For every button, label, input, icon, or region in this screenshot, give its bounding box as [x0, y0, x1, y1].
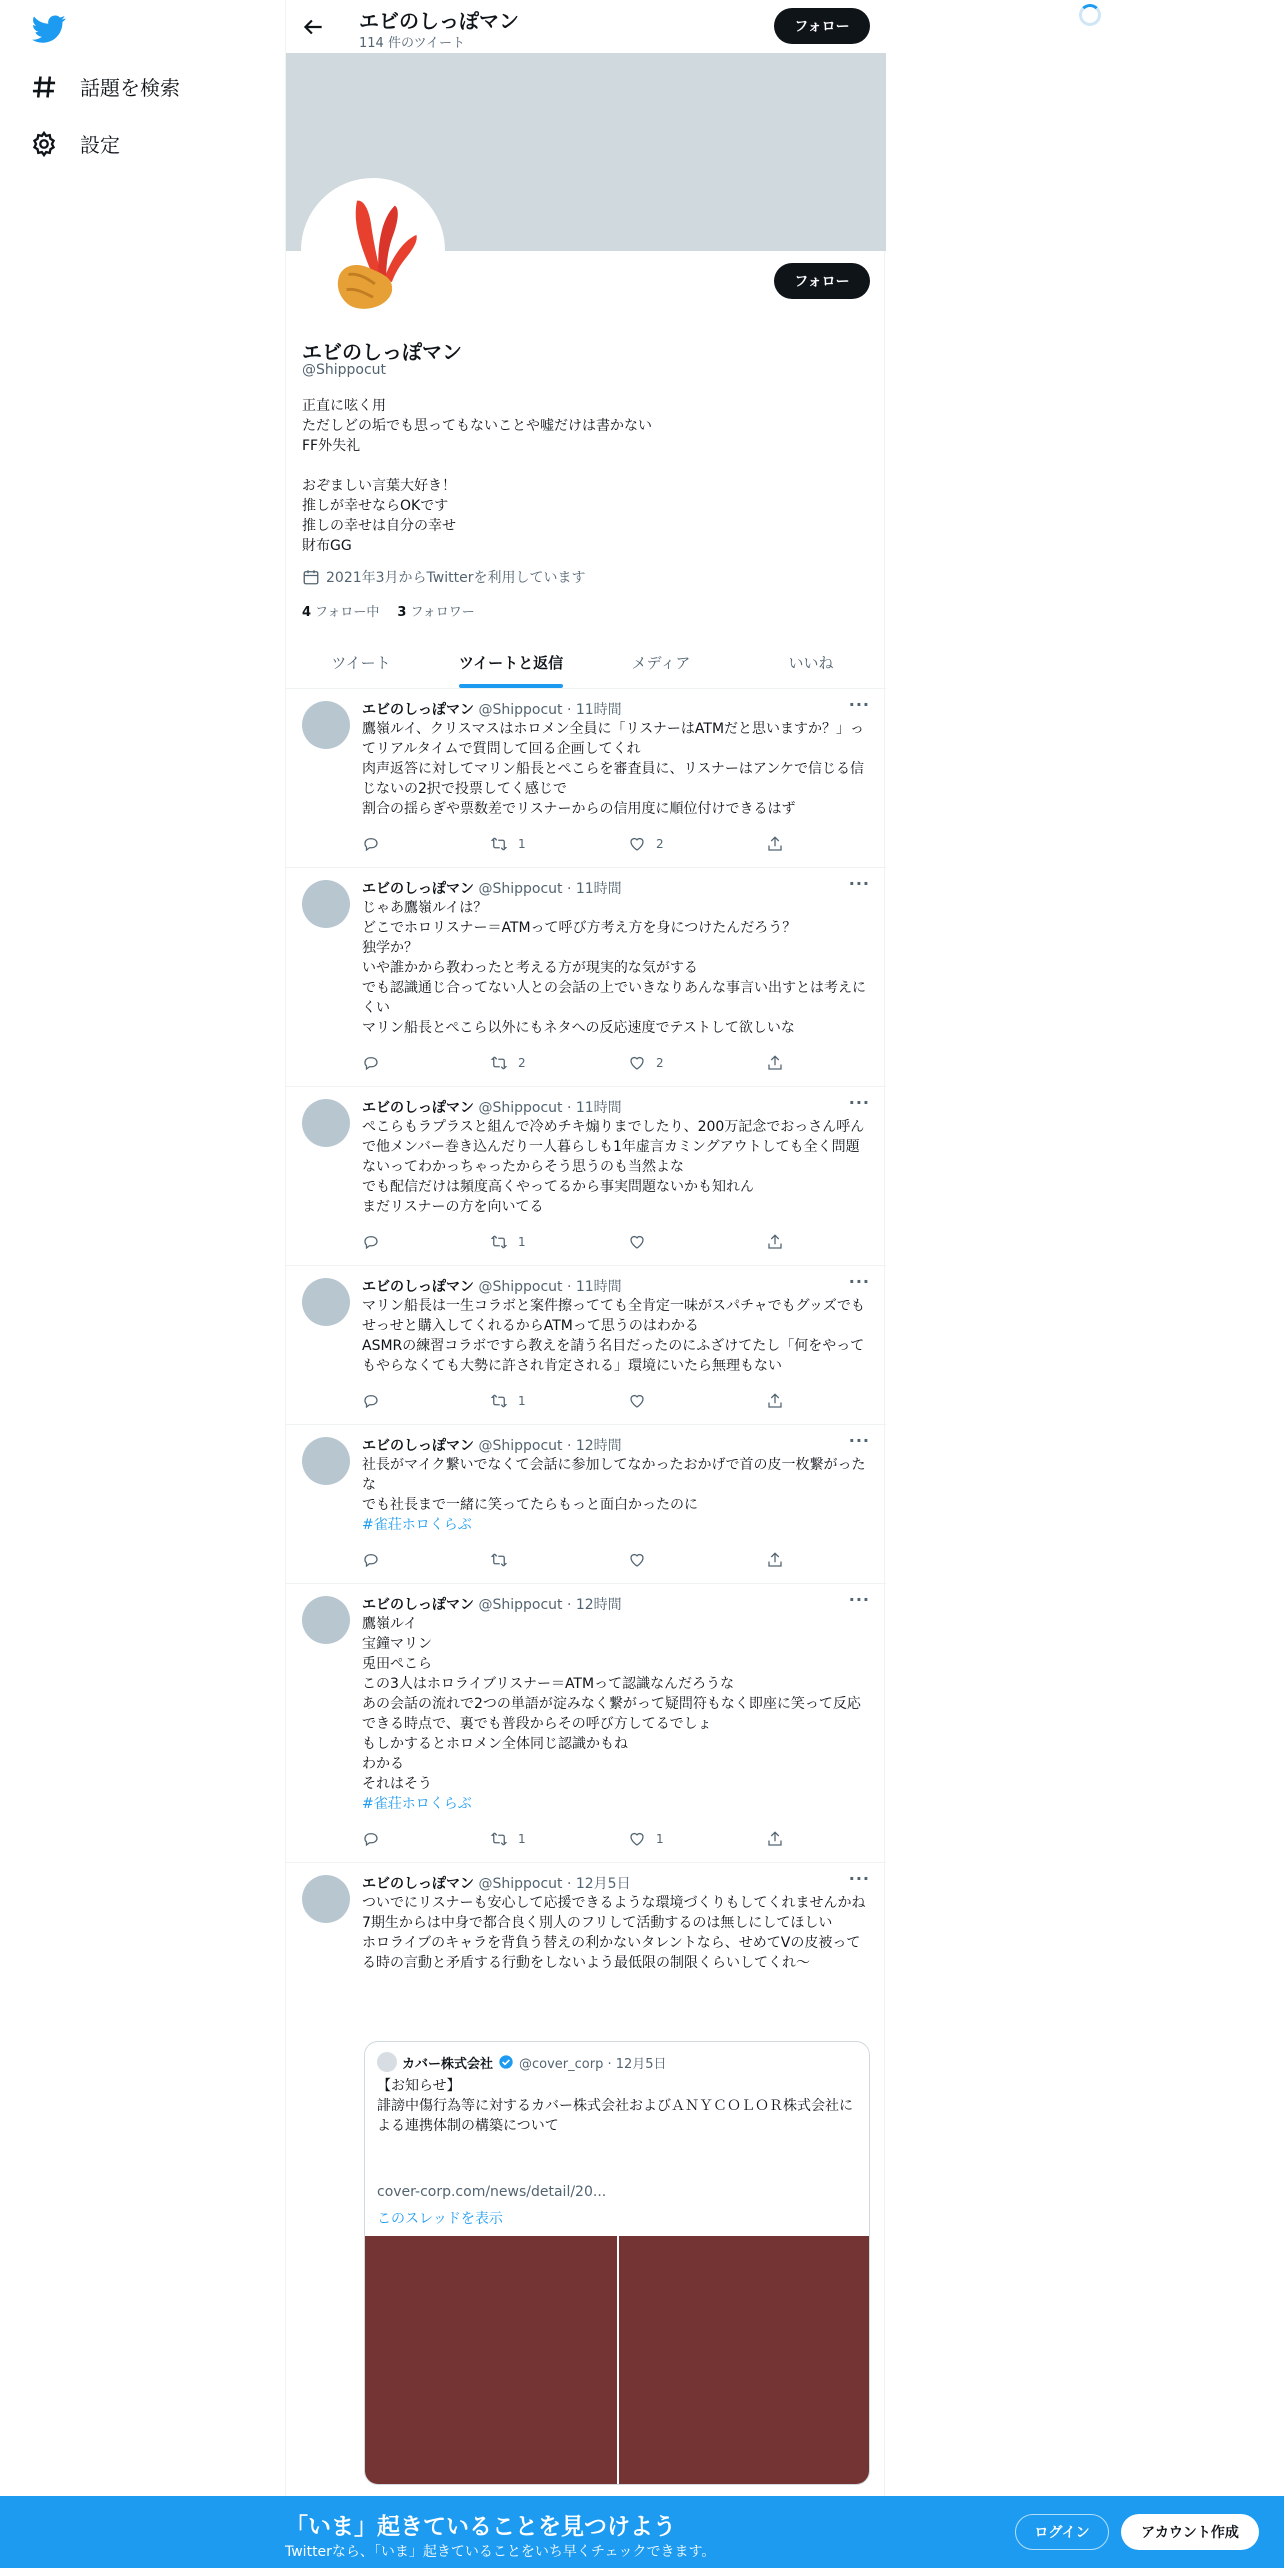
hashtag-link[interactable]: #雀荘ホロくらぶ	[362, 1796, 472, 1812]
followers-link[interactable]	[397, 601, 474, 620]
followers-label: フォロワー	[410, 605, 475, 620]
profile-joined	[302, 567, 585, 587]
tweet-text: マリン船長は一生コラボと案件擦ってても全肯定一味がスパチャでもグッズでもせっせと購入してくれるからATMって思うのはわかる ASMRの練習コラボですら教えを請う名目だったのにふざけてたし「何をやってもやらなくても大勢に許され肯定される」環境にいたら無理もない	[362, 1298, 865, 1374]
heart-icon	[628, 1830, 646, 1848]
tweet-meta: @Shippocut · 12時間	[478, 1597, 622, 1613]
share-button[interactable]	[766, 1392, 784, 1410]
tweet-avatar[interactable]	[302, 1278, 350, 1326]
retweet-button[interactable]	[490, 1551, 518, 1569]
like-count: 1	[656, 1832, 664, 1846]
nav-explore-label: 話題を検索	[80, 76, 180, 100]
shrimp-tail-avatar-image	[305, 182, 441, 318]
back-arrow-icon[interactable]	[300, 14, 326, 40]
signup-banner-title: 「いま」起きていることを見つけよう	[285, 2514, 676, 2540]
tweet-text-content: 社長がマイク繋いでなくて会話に参加してなかったおかげで首の皮一枚繋がったな でも社長まで一緒に笑ってたらもっと面白かったのに	[362, 1457, 866, 1513]
more-options-icon[interactable]: ···	[848, 1431, 870, 1450]
tweet-header	[362, 1435, 622, 1455]
tweet-author-name[interactable]: エビのしっぽマン	[362, 1876, 474, 1892]
quoted-author-name: カバー株式会社	[402, 2056, 494, 2072]
like-button[interactable]	[628, 835, 664, 853]
heart-icon	[628, 835, 646, 853]
header-name: エビのしっぽマン	[359, 9, 519, 33]
profile-header-bar	[286, 0, 886, 53]
share-button[interactable]	[766, 1233, 784, 1251]
reply-button[interactable]	[362, 1054, 380, 1072]
quoted-media[interactable]	[365, 2236, 870, 2485]
tweet-item[interactable]	[286, 868, 886, 1087]
share-icon	[766, 1233, 784, 1251]
tweet-avatar[interactable]	[302, 1437, 350, 1485]
retweet-count: 1	[518, 1832, 526, 1846]
quoted-link[interactable]: cover-corp.com/news/detail/20...	[377, 2184, 607, 2200]
retweet-icon	[490, 1830, 508, 1848]
twitter-logo-icon[interactable]	[32, 12, 66, 46]
hashtag-icon	[30, 73, 58, 101]
share-button[interactable]	[766, 1054, 784, 1072]
loading-spinner-icon	[1079, 4, 1101, 26]
reply-button[interactable]	[362, 1551, 380, 1569]
header-tweet-count: 114 件のツイート	[359, 36, 466, 51]
share-button[interactable]	[766, 835, 784, 853]
tweet-item[interactable]	[286, 1425, 886, 1584]
tweet-actions	[362, 1830, 802, 1850]
more-options-icon[interactable]: ···	[848, 1590, 870, 1609]
like-button[interactable]	[628, 1233, 656, 1251]
more-options-icon[interactable]: ···	[848, 1272, 870, 1291]
share-button[interactable]	[766, 1830, 784, 1848]
more-options-icon[interactable]: ···	[848, 874, 870, 893]
tweet-author-name[interactable]: エビのしっぽマン	[362, 1100, 474, 1116]
following-label: フォロー中	[315, 605, 380, 620]
tweet-actions	[362, 835, 802, 855]
following-count: 4	[302, 605, 312, 620]
profile-handle: @Shippocut	[302, 362, 387, 378]
signup-banner	[0, 2496, 1284, 2568]
tweet-avatar[interactable]	[302, 880, 350, 928]
tweet-item[interactable]	[286, 1584, 886, 1863]
share-icon	[766, 835, 784, 853]
tweet-header	[362, 1097, 622, 1117]
media-image[interactable]	[365, 2236, 617, 2485]
retweet-icon	[490, 1551, 508, 1569]
reply-icon	[362, 835, 380, 853]
tab-tweets-and-replies[interactable]: ツイートと返信	[436, 636, 586, 688]
like-button[interactable]	[628, 1392, 656, 1410]
reply-button[interactable]	[362, 835, 380, 853]
quoted-tweet-header	[377, 2052, 667, 2072]
more-options-icon[interactable]: ···	[848, 695, 870, 714]
retweet-count: 1	[518, 837, 526, 851]
profile-avatar[interactable]	[301, 178, 445, 322]
login-button[interactable]: ログイン	[1015, 2514, 1109, 2550]
like-count: 2	[656, 837, 664, 851]
quoted-text: 【お知らせ】 誹謗中傷行為等に対するカバー株式会社およびＡＮＹＣＯＬＯＲ株式会社による連携体制の構築について	[377, 2078, 853, 2134]
quoted-avatar	[377, 2052, 397, 2072]
tab-media[interactable]: メディア	[631, 653, 691, 672]
tweet-actions	[362, 1392, 802, 1412]
share-icon	[766, 1551, 784, 1569]
tweet-item[interactable]	[286, 689, 886, 868]
tweet-text-content: 鷹嶺ルイ 宝鐘マリン 兎田ぺこら この3人はホロライブリスナー＝ATMって認識なんだろうな あの会話の流れで2つの単語が淀みなく繋がって疑問符もなく即座に笑って反応できる時点で、裏でも普段からその呼び方してるでしょ もしかするとホロメン全体同じ認識かもね わかる それはそう	[362, 1616, 861, 1792]
tweet-text: ついでにリスナーも安心して応援できるような環境づくりもしてくれませんかね 7期生からは中身で都合良く別人のフリして活動するのは無しにしてほしい ホロライブのキャラを背負う替えの利かないタレントなら、せめてVの皮被ってる時の言動と矛盾する行動をしないよう最低限の制限くらいしてくれ〜	[362, 1895, 866, 1971]
tweet-author-name[interactable]: エビのしっぽマン	[362, 881, 474, 897]
retweet-button[interactable]	[490, 1830, 526, 1848]
nav-settings-label: 設定	[80, 133, 120, 157]
calendar-icon	[302, 568, 320, 586]
tweet-header	[362, 1873, 631, 1893]
tweet-meta: @Shippocut · 12月5日	[478, 1876, 631, 1892]
profile-bio: 正直に呟く用 ただしどの垢でも思ってもないことや嘘だけは書かない FF外失礼 おぞましい言葉大好き！ 推しが幸せならOKです 推しの幸せは自分の幸せ 財布GG	[302, 398, 652, 554]
reply-icon	[362, 1233, 380, 1251]
gear-icon	[30, 130, 58, 158]
follow-stats	[302, 601, 475, 620]
more-options-icon[interactable]: ···	[848, 1869, 870, 1888]
retweet-count: 1	[518, 1394, 526, 1408]
like-count: 2	[656, 1056, 664, 1070]
retweet-button[interactable]	[490, 1054, 526, 1072]
tweet-author-name[interactable]: エビのしっぽマン	[362, 1438, 474, 1454]
reply-icon	[362, 1054, 380, 1072]
reply-button[interactable]	[362, 1233, 380, 1251]
nav-explore[interactable]	[30, 72, 180, 101]
profile-tabs	[286, 636, 886, 689]
retweet-icon	[490, 1233, 508, 1251]
tweet-header	[362, 699, 622, 719]
profile-column	[285, 0, 885, 2568]
signup-button[interactable]: アカウント作成	[1121, 2514, 1259, 2550]
reply-button[interactable]	[362, 1830, 380, 1848]
retweet-icon	[490, 1054, 508, 1072]
retweet-icon	[490, 1392, 508, 1410]
retweet-button[interactable]	[490, 1233, 526, 1251]
nav-settings[interactable]	[30, 129, 120, 158]
tweet-item[interactable]	[286, 1266, 886, 1425]
header-follow-button[interactable]: フォロー	[774, 8, 870, 44]
heart-icon	[628, 1392, 646, 1410]
following-link[interactable]	[302, 601, 379, 620]
heart-icon	[628, 1551, 646, 1569]
retweet-button[interactable]	[490, 835, 526, 853]
share-button[interactable]	[766, 1551, 784, 1569]
tab-likes[interactable]: いいね	[788, 653, 834, 672]
tweet-meta: @Shippocut · 11時間	[478, 1100, 622, 1116]
show-thread-link[interactable]: このスレッドを表示	[377, 2211, 503, 2227]
tweet-header	[362, 878, 622, 898]
tweet-text: 鷹嶺ルイ、クリスマスはホロメン全員に「リスナーはATMだと思いますか？」ってリアルタイムで質問して回る企画してくれ 肉声返答に対してマリン船長とぺこらを審査員に、リスナーはアンケで信じる信じないの2択で投票してく感じで 割合の揺らぎや票数差でリスナーからの信用度に順位付けできるはず	[362, 721, 865, 817]
tweet-header	[362, 1594, 622, 1614]
reply-button[interactable]	[362, 1392, 380, 1410]
hashtag-link[interactable]: #雀荘ホロくらぶ	[362, 1517, 472, 1533]
tweet-avatar[interactable]	[302, 1875, 350, 1923]
tweet-avatar[interactable]	[302, 1596, 350, 1644]
tweet-author-name[interactable]: エビのしっぽマン	[362, 1279, 474, 1295]
heart-icon	[628, 1054, 646, 1072]
tweet-actions	[362, 1054, 802, 1074]
followers-count: 3	[397, 605, 407, 620]
tweet-header	[362, 1276, 622, 1296]
tweet-text	[362, 1614, 872, 1814]
joined-text: 2021年3月からTwitterを利用しています	[326, 570, 586, 586]
quoted-meta: @cover_corp · 12月5日	[519, 2056, 667, 2072]
retweet-count: 2	[518, 1056, 526, 1070]
like-button[interactable]	[628, 1830, 664, 1848]
tweet-author-name[interactable]: エビのしっぽマン	[362, 1597, 474, 1613]
tweet-text	[362, 1455, 872, 1535]
reply-icon	[362, 1392, 380, 1410]
reply-icon	[362, 1830, 380, 1848]
retweet-icon	[490, 835, 508, 853]
tweet-item[interactable]	[286, 1087, 886, 1266]
quoted-tweet[interactable]	[364, 2041, 870, 2485]
share-icon	[766, 1054, 784, 1072]
tweet-author-name[interactable]: エビのしっぽマン	[362, 702, 474, 718]
profile-follow-button[interactable]: フォロー	[774, 263, 870, 299]
share-icon	[766, 1830, 784, 1848]
left-nav	[0, 0, 285, 2568]
tweet-item[interactable]	[286, 1863, 886, 2496]
heart-icon	[628, 1233, 646, 1251]
tweet-meta: @Shippocut · 12時間	[478, 1438, 622, 1454]
signup-banner-subtitle: Twitterなら、「いま」起きていることをいち早くチェックできます。	[285, 2544, 716, 2560]
tweet-actions	[362, 1551, 802, 1571]
like-button[interactable]	[628, 1054, 664, 1072]
verified-badge-icon	[498, 2054, 514, 2070]
tweet-meta: @Shippocut · 11時間	[478, 1279, 622, 1295]
retweet-count: 1	[518, 1235, 526, 1249]
retweet-button[interactable]	[490, 1392, 526, 1410]
tweet-avatar[interactable]	[302, 1099, 350, 1147]
more-options-icon[interactable]: ···	[848, 1093, 870, 1112]
reply-icon	[362, 1551, 380, 1569]
tweet-actions	[362, 1233, 802, 1253]
tweet-meta: @Shippocut · 11時間	[478, 702, 622, 718]
tab-tweets[interactable]: ツイート	[331, 653, 391, 672]
tweet-text: じゃあ鷹嶺ルイは？ どこでホロリスナー＝ATMって呼び方考え方を身につけたんだろう？ 独学か？ いや誰かから教わったと考える方が現実的な気がする でも認識通じ合ってない人との会話の上でいきなりあんな事言い出すとは考えにくい マリン船長とぺこら以外にもネタへの反応速度でテストして欲しいな	[362, 900, 866, 1036]
like-button[interactable]	[628, 1551, 656, 1569]
media-image[interactable]	[619, 2236, 870, 2485]
profile-name: エビのしっぽマン	[302, 340, 462, 364]
tweet-meta: @Shippocut · 11時間	[478, 881, 622, 897]
tweet-text: ぺこらもラプラスと組んで冷めチキ煽りまでしたり、200万記念でおっさん呼んで他メンバー巻き込んだり一人暮らしも1年虚言カミングアウトしても全く問題ないってわかっちゃったからそう思うのも当然よな でも配信だけは頻度高くやってるから事実問題ないかも知れん まだリスナーの方を向いてる	[362, 1119, 865, 1215]
tweet-avatar[interactable]	[302, 701, 350, 749]
share-icon	[766, 1392, 784, 1410]
